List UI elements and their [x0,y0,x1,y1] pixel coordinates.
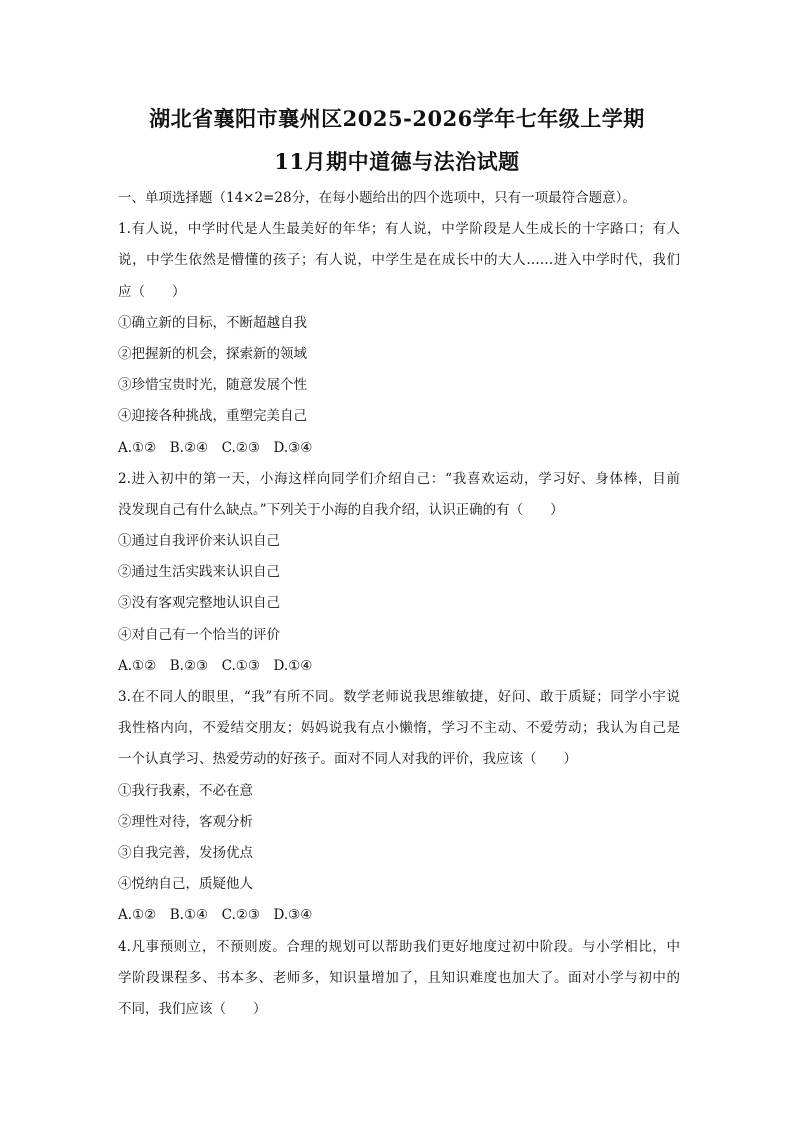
question-1-stem-line-2: 说，中学生依然是懵懂的孩子；有人说，中学生是在成长中的大人……进入中学时代，我们 [118,252,680,269]
question-1-option-2: ②把握新的机会，探索新的领域 [118,345,307,362]
question-3-stem-line-2: 我性格内向，不爱结交朋友；妈妈说我有点小懒惰，学习不主动、不爱劳动；我认为自己是 [118,720,680,737]
question-1-stem-line-3: 应（ ） [118,283,186,300]
question-2-option-4: ④对自己有一个恰当的评价 [118,626,280,643]
exam-title-line-1: 湖北省襄阳市襄州区2025-2026学年七年级上学期 [149,106,645,131]
question-4-stem-line-2: 学阶段课程多、书本多、老师多，知识量增加了，且知识难度也加大了。面对小学与初中的 [118,969,680,986]
question-2-option-1: ①通过自我评价来认识自己 [118,533,280,550]
question-2-option-3: ③没有客观完整地认识自己 [118,595,280,612]
question-4-stem-line-3: 不同，我们应该（ ） [118,1000,267,1017]
question-3-option-1: ①我行我素，不必在意 [118,782,253,799]
question-2-stem-line-1: 2.进入初中的第一天，小海这样向同学们介绍自己：“我喜欢运动，学习好、身体棒，目前 [118,470,680,487]
question-1-option-4: ④迎接各种挑战，重塑完美自己 [118,408,307,425]
section-heading: 一、单项选择题（14×2=28分，在每小题给出的四个选项中，只有一项最符合题意）。 [118,190,636,206]
question-3-answer-choices: A.①② B.①④ C.②③ D.③④ [118,907,313,924]
question-4-stem-line-1: 4.凡事预则立，不预则废。合理的规划可以帮助我们更好地度过初中阶段。与小学相比，中 [118,938,680,955]
question-2-answer-choices: A.①② B.②③ C.①③ D.①④ [118,657,313,674]
question-1-stem-line-1: 1.有人说，中学时代是人生最美好的年华；有人说，中学阶段是人生成长的十字路口；有人 [118,221,680,238]
question-1-option-1: ①确立新的目标，不断超越自我 [118,314,307,331]
question-1-answer-choices: A.①② B.②④ C.②③ D.③④ [118,439,313,456]
exam-title-line-2: 11月期中道德与法治试题 [274,149,520,174]
question-3-option-2: ②理性对待，客观分析 [118,813,253,830]
question-2-stem-line-2: 没发现自己有什么缺点。”下列关于小海的自我介绍，认识正确的有（ ） [118,501,564,518]
question-1-option-3: ③珍惜宝贵时光，随意发展个性 [118,377,307,394]
question-2-option-2: ②通过生活实践来认识自己 [118,564,280,581]
question-3-option-3: ③自我完善，发扬优点 [118,844,253,861]
question-3-stem-line-3: 一个认真学习、热爱劳动的好孩子。面对不同人对我的评价，我应该（ ） [118,751,577,768]
question-3-stem-line-1: 3.在不同人的眼里，“我”有所不同。数学老师说我思维敏捷，好问、敢于质疑；同学小宇说 [118,689,680,705]
exam-content [118,183,680,1025]
question-3-option-4: ④悦纳自己，质疑他人 [118,876,253,893]
